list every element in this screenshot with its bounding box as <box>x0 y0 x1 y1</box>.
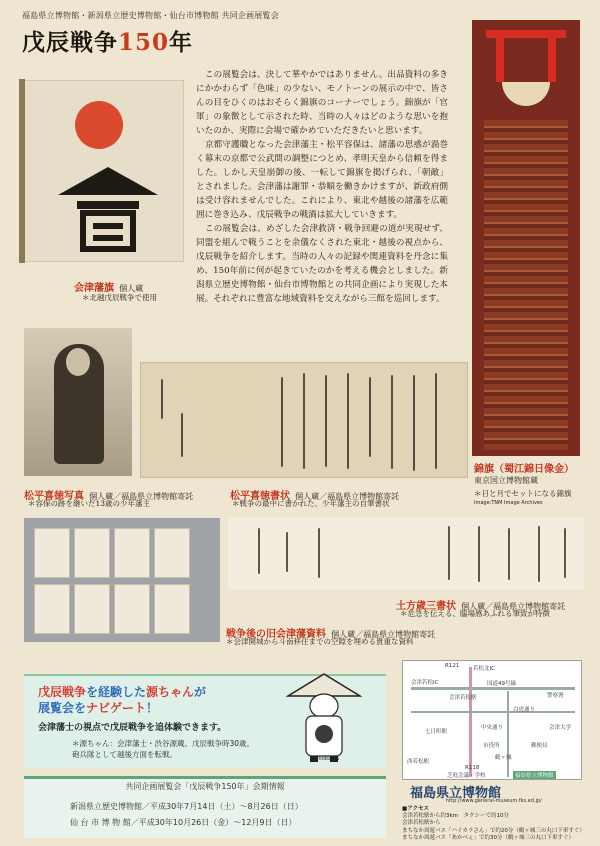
navigator-subtitle: 会津藩士の視点で戊辰戦争を追体験できます。 <box>38 723 227 733</box>
docs-title: 戦争後の旧会津藩資料 <box>226 629 326 640</box>
access-line: まちなか周遊バス「あかべぇ」で約30分（鶴ヶ城三の丸口下車すぐ） <box>402 834 575 841</box>
torii-emblem <box>486 30 566 74</box>
docs-note: ＊会津開城から斗南移住までの空隙を埋める貴重な資料 <box>226 637 414 646</box>
mascot-credit: ©kobama <box>314 756 339 762</box>
navigator-note: ＊源ちゃん：会津藩士・渋谷源蔵。戊辰戦争時30歳。 砲兵隊として越後方面を転戦。 <box>72 739 255 759</box>
map-label: 警察署 <box>547 693 564 699</box>
map-label: 鶴ヶ城 <box>495 755 512 761</box>
museum-name: 福島県立博物館 <box>410 786 502 801</box>
map-label: 会津若松駅 <box>449 695 477 701</box>
portrait-note: ＊容保の跡を継いだ13歳の少年藩主 <box>28 499 151 508</box>
letter2-note: ＊危急を伝える、臨場感あふれる筆致が特徴 <box>400 609 550 618</box>
banner-owner: 個人蔵 <box>119 284 144 293</box>
organizer-line: 福島県立博物館・新潟県立歴史博物館・仙台市博物館 共同企画展覧会 <box>22 11 279 20</box>
banner-title: 会津藩旗 <box>74 283 114 294</box>
matsudaira-portrait-photo <box>24 328 132 476</box>
map-museum-marker: 福島県立博物館 <box>515 773 554 779</box>
map-label: 中央通り <box>481 725 504 731</box>
portrait-face <box>66 348 90 376</box>
letter1-owner: 個人蔵／福島県立博物館寄託 <box>295 492 400 501</box>
map-label: 芝庭会議・学校 <box>447 773 486 779</box>
aizu-banner-photo <box>24 80 184 262</box>
map-label: 会津大学 <box>549 725 572 731</box>
page-title <box>22 24 193 57</box>
matsudaira-letter-photo <box>140 362 468 478</box>
access-line: 会津若松駅から <box>402 820 441 827</box>
map-label: 会津若松IC <box>411 680 439 686</box>
letter1-note: ＊戦争の最中に書かれた、少年藩主の自筆書状 <box>232 499 390 508</box>
letter2-title: 土方歳三書状 <box>396 601 456 612</box>
navigator-panel <box>24 674 386 768</box>
map-label: 白虎通り <box>513 707 536 713</box>
map-label: 郵便局 <box>531 743 548 749</box>
access-info: ■アクセス 会津若松駅から約3km タクシーで約10分 会津若松駅から まちなか周遊バス「ハイカラさん」で約20分（鶴ヶ城三の丸口下車すぐ） まちなか周遊バス「あかべぇ」で約30分（鶴ヶ城三の丸口下車すぐ） <box>402 806 592 842</box>
aizu-crest-icon <box>53 165 163 253</box>
map-label: 西若松駅 <box>407 759 430 765</box>
map-label: R121 <box>445 663 460 669</box>
schedule-panel <box>24 776 386 838</box>
portrait-title: 松平喜徳写真 <box>24 491 84 502</box>
access-line: 会津若松駅から約3km タクシーで約10分 <box>402 813 510 820</box>
access-line: まちなか周遊バス「ハイカラさん」で約20分（鶴ヶ城三の丸口下車すぐ） <box>402 827 585 834</box>
schedule-row: 新潟県立歴史博物館／平成30年7月14日（土）〜8月26日（日） <box>70 802 303 811</box>
rising-sun-emblem <box>75 101 123 149</box>
gen-chan-mascot-icon <box>284 672 364 764</box>
intro-paragraph: この展覧会は、決して華やかではありません。出品資料の多きにかかわらず「色味」の少ない、モノトーンの展示の中で、皆さんの目をひくのはおそらく錦旗のコーナーでしょう。錦旗が「官軍」の象徴として示された時、当時の人々はどのような思いを抱いたのか、実際に会場で確かめていただきたいと思います。 <box>196 70 448 136</box>
letter2-owner: 個人蔵／福島県立博物館寄託 <box>461 602 566 611</box>
docs-owner: 個人蔵／福島県立博物館寄託 <box>331 630 436 639</box>
intro-text <box>196 68 448 306</box>
map-label: 若松北IC <box>473 666 495 672</box>
brocade-banner-photo <box>472 20 580 456</box>
access-map <box>402 660 582 780</box>
brocade-pattern <box>484 120 568 450</box>
banner-note: ＊北越戊辰戦争で使用 <box>82 293 157 302</box>
map-label: 七日町駅 <box>425 729 448 735</box>
letter1-title: 松平喜徳書状 <box>230 491 290 502</box>
museum-url[interactable]: http://www.general-museum.fks.ed.jp/ <box>446 798 542 804</box>
schedule-row: 仙 台 市 博 物 館／平成30年10月26日（金）〜12月9日（日） <box>70 818 297 827</box>
aizu-documents-photo <box>24 518 220 642</box>
brocade-title: 錦旗（蜀江錦日像金） <box>474 464 574 475</box>
map-label: 市役所 <box>483 743 500 749</box>
hijikata-letter-photo <box>228 518 584 590</box>
banner-pole <box>19 79 25 263</box>
intro-paragraph: この展覧会は、めざした会津救済・戦争回避の道が実現せず、同盟を組んで戦うことを余儀なくされた東北・越後の視点から、戊辰戦争を紹介します。当時の人々の記録や関連資料を丹念に集め、150年前に何が起きていたのかを考える機会としました。新潟県立歴史博物館・仙台市博物館との共同企画により実現した本展。それぞれに豊富な地域資料を交えながら三館を巡回します。 <box>196 224 448 304</box>
map-label: 国道49号線 <box>487 681 516 687</box>
map-label: R118 <box>465 765 480 771</box>
title-main: 戊辰戦争 <box>22 29 118 56</box>
brocade-owner: 東京国立博物館蔵 <box>474 476 538 485</box>
intro-paragraph: 京都守護職となった会津藩主・松平容保は、諸藩の思惑が渦巻く幕末の京都で公武間の調整につとめ、孝明天皇から信頼を得ました。しかし天皇崩御の後、一転して錦旗を掲げられ、「朝敵」とされました。会津藩は謝罪・恭順を働きかけますが、新政府側は受け容れませんでした。これにより、東北や越後の諸藩を広範囲に巻き込み、戊辰戦争の戦渦は拡大していきます。 <box>196 140 448 220</box>
brocade-credit: Image:TNM Image Archives <box>474 500 543 506</box>
portrait-owner: 個人蔵／福島県立博物館寄託 <box>89 492 194 501</box>
brocade-note: ＊日と月でセットになる錦旗 <box>474 489 572 498</box>
title-number: 150 <box>118 29 170 56</box>
sun-disk-emblem <box>502 82 550 106</box>
title-suffix: 年 <box>169 29 194 56</box>
schedule-heading: 共同企画展覧会「戊辰戦争150年」会期情報 <box>125 782 285 791</box>
navigator-heading: 戊辰戦争を経験した源ちゃんが 展覧会をナビゲート！ <box>38 685 207 715</box>
